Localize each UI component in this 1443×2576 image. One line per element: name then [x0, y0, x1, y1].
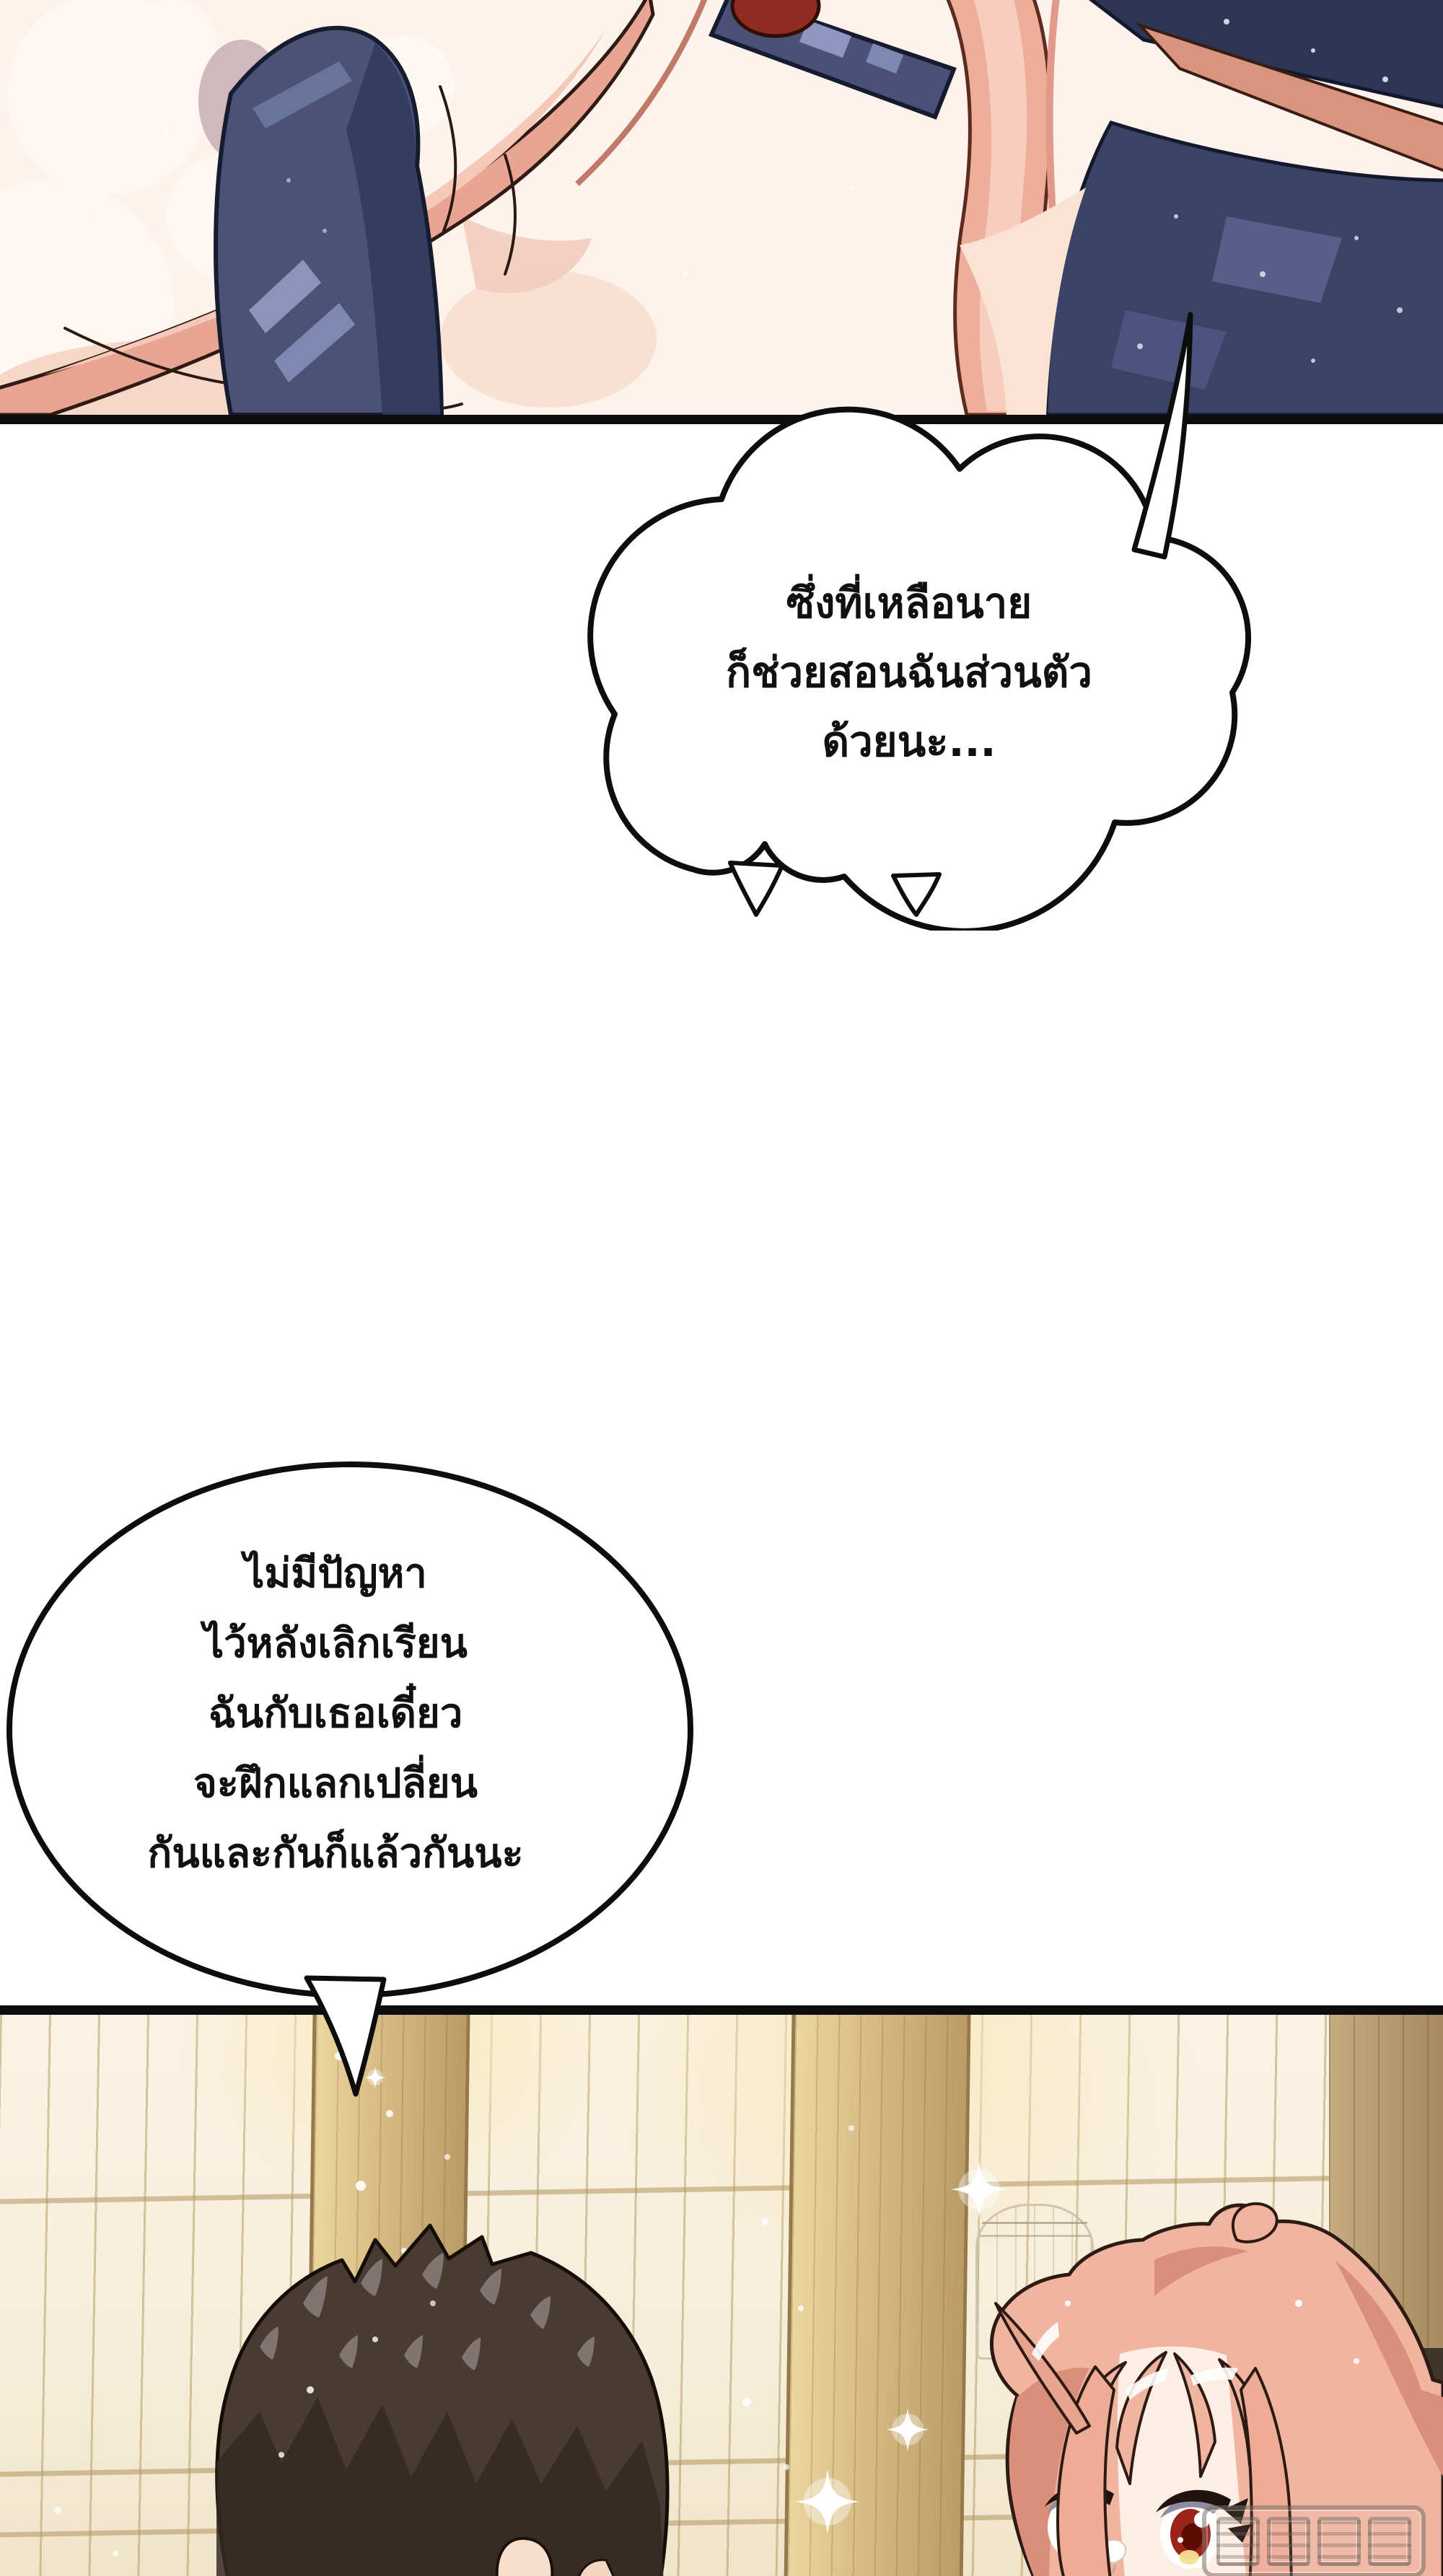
bubble-1-spike	[730, 863, 782, 915]
bubble-2-tail	[307, 1978, 384, 2094]
watermark-glyph-icon	[1267, 2517, 1310, 2566]
boy-character	[180, 2217, 729, 2576]
bubble-2-line: จะฝึกแลกเปลี่ยน	[193, 1760, 478, 1807]
watermark-glyph-icon	[1317, 2517, 1361, 2566]
bubble-1-tail	[1134, 315, 1190, 557]
bubble-2-line: ไม่มีปัญหา	[244, 1550, 427, 1597]
speech-bubble-2-text	[54, 1539, 617, 1889]
bubble-2-line: กันและกันก็แล้วกันนะ	[147, 1830, 524, 1877]
bubble-2-line: ไว้หลังเลิกเรียน	[203, 1620, 468, 1667]
publisher-watermark	[1202, 2505, 1426, 2576]
bubble-2-line: ฉันกับเธอเดี๋ยว	[208, 1690, 463, 1737]
watermark-glyph-icon	[1368, 2517, 1411, 2566]
speech-bubble-1-text	[635, 568, 1183, 776]
bubble-1-line: ก็ช่วยสอนฉันส่วนตัว	[726, 648, 1092, 697]
bubble-1-line: ซึ่งที่เหลือนาย	[786, 579, 1032, 628]
bubble-1-line: ด้วยนะ...	[822, 717, 996, 766]
watermark-glyph-icon	[1216, 2517, 1260, 2566]
